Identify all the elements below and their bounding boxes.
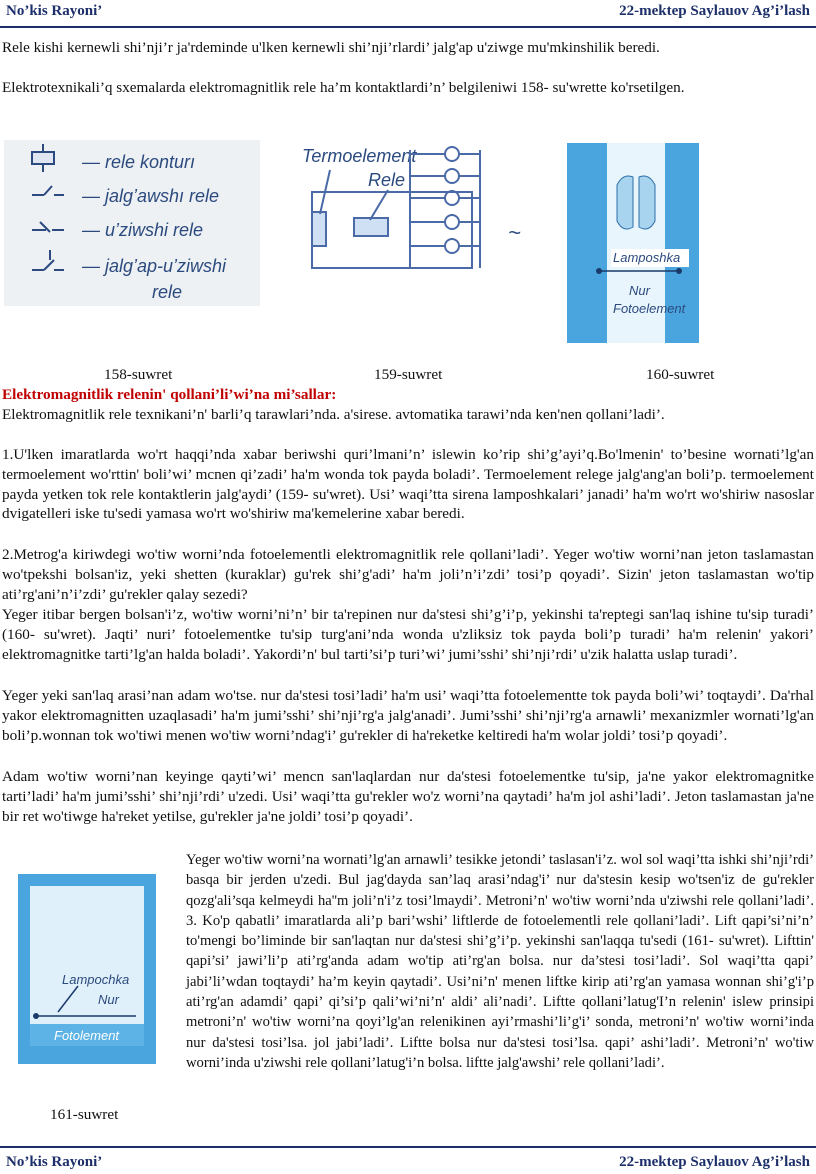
- fig159-label-rele: Rele: [368, 170, 406, 190]
- fig161-label-fotolement: Fotolement: [54, 1028, 120, 1043]
- body-paragraph-4: Yeger itibar bergen bolsan'i’z, wo'tiw worni’ni’n’ bir ta'repinen nur da'stesi shi’g’i’p, yekinshi ta'reptegi san'laq ishine tu'sip turadi’ (160- su'wret). Jaqti’ nuri’ fotoelementke tu'sip turg'ani’nda wonda u'zliksiz tok payda boli’p turadi’ ha'm relenin' yakori’ elektromagnitke tarti’lg'an halda boladi’. Yakordi’n' bul tarti’si’p turi’wi’ jumi’sshi’ shi’nji’rdi’ u'zik halatta uslap turadi’.: [2, 606, 814, 663]
- caption-161: 161-suwret: [50, 1106, 119, 1123]
- fig158-label-3: — u’ziwshi rele: [82, 220, 204, 240]
- caption-158: 158-suwret: [104, 366, 173, 383]
- fig158-label-1: — rele konturı: [82, 152, 196, 172]
- figure-161-lift-door: [18, 874, 156, 1064]
- intro-paragraph-1: Rele kishi kernewli shi’nji’r ja'rdeminde u'lken kernewli shi’nji’rlardi’ jalg'ap u'ziwge mu'mkinshilik beredi.: [2, 39, 660, 56]
- footer-right: 22-mektep Saylauov Ag’i’lash: [619, 1154, 810, 1170]
- fig159-label-ac: ~: [508, 220, 521, 245]
- fig158-label-2: — jalg’awshı rele: [82, 186, 220, 206]
- body-paragraph-3: 2.Metrog'a kiriwdegi wo'tiw worni’nda fotoelementli elektromagnitlik rele qollani’ladi’. Yeger wo'tiw worni’nan jeton taslamastan wo'tpekshi bolsan'iz, yeki shetten (kuraklar) gu'rek shi’g'adi’ ha'm joli’n’i’zdi’ tosi’p qoyadi’. Sizin' jeton taslamastan wo'tip ati’rg'ani’n’i’zdi’ gu'rekler qalay sezedi?: [2, 546, 814, 603]
- body-paragraph-6: Adam wo'tiw worni’nan keyinge qayti’wi’ mencn san'laqlardan nur da'stesi fotoelementke tu'sip, ja'ne yakor elektromagnitke tarti’ladi’ ha'm jumi’sshi’ shi’nji’rdi’ u'zedi. Usi’ waqi’tta gu'rekler wo'z worni’na qaytadi’ ha'm jol ashi’ladi’. Jeton taslamastan ja'ne bir ret wo'tiwge ha'reket yetilse, gu'rekler ja'ne joldi’ tosi’p qoyadi’.: [2, 768, 814, 825]
- footer-left: No’kis Rayoni’: [6, 1154, 103, 1170]
- fig159-label-termoelement: Termoelement: [302, 146, 417, 166]
- body-paragraph-5: Yeger yeki san'laq arasi’nan adam wo'tse. nur da'stesi tosi’ladi’ ha'm usi’ waqi’tta fotoelementte tok payda boli’wi’ toqtaydi’. Da'rhal yakor elektromagnitten uzaqlasadi’ ha'm jumi’sshi’ shi’nji’rg'a jalg'anadi’. Jumi’sshi’ shi’nji’rg'a arnawli’ mexanizmler wornati’lg'an boli’p.wonnan tok wo'tiwi menen wo'tiw worni’ndag'i’ gu'rekler di ha'reketke keltiredi ha'm wolar joldi’ tosi’p qoyadi’.: [2, 687, 814, 744]
- body-paragraph-2: 1.U'lken imaratlarda wo'rt haqqi’nda xabar beriwshi quri’lmani’n’ islewin ko’rip shi’g’ayi’q.Bo'lmenin' to’besine wornati’lg'an termoelement wo'rttin' boli’wi’ mcnen qi’zadi’ ha'm wonda tok payda boladi’. Termoelement relege jalg'ang'an boli’p. termoelement payda yetken tok rele kontaktlerin jalg'aydi’ (159- su'wret). Usi’ waqi’tta sirena lamposhkalari’ janadi’ ha'm wo'rt wo'shiriw nasoslar dvigatelleri iske tu'sedi yamasa wo'rt wo'shiriw ma'kemelerine xabar beredi.: [2, 446, 814, 523]
- fig161-label-lampochka: Lampochka: [62, 972, 130, 987]
- caption-159: 159-suwret: [374, 366, 443, 383]
- page-footer: [0, 1146, 816, 1174]
- page-header: [0, 0, 816, 28]
- intro-paragraph-2: Elektrotexnikali’q sxemalarda elektromagnitlik rele ha’m kontaktlardi’n’ belgileniwi 158- su'wrette ko'rsetilgen.: [2, 79, 685, 96]
- fig158-label-4: — jalg’ap-u’ziwshi: [82, 256, 227, 276]
- header-right: 22-mektep Saylauov Ag’i’lash: [619, 3, 810, 19]
- side-text: Yeger wo'tiw worni’na wornati’lg'an arnawli’ tesikke jetondi’ taslasan'i’z. wol sol waqi’tta ishki shi’nji’rdi’ basqa bir jerden u'zedi. Bul jag'dayda san’laq arasi’ndag'i’ nur da'stesin kesip wo'tsen'iz de gu'rekler qozg'ali’sqa kelmeydi ha''m joli’n'i’z tosi’lmaydi’. Metroni’n' wo'tiw worni’nda u'ziwshi rele qollani’ladi’. 3. Ko'p qabatli’ imaratlarda ali’p bari’wshi’ liftlerde de fotoelementli rele qollani’ladi’. Lift qapi’si’ni’n’ to'mengi bo’liminde bir san'laqtan nur da'stesi shi’g’i’p. yekinshi san'laqqa tu'sedi (161- su'wret). Lifttin' qapi’si’ jawi’li’p ati’rg'anda adam wo'tip ati’rg'an bolsa. nur da’stesi tosi’ladi’. Sol waqi’tta qapi’ jabi’li’wdan toqtaydi’ ha’m keyin qaytadi’. Usi’ni’n' menen liftke kirip ati’rg'an yamasa wonnan shi’g'i’p ati’rg'an adamdi’ qapi’ qi’si’p qali’wi’ni’n' aldi’ ali’nadi’. Liftte qollani’latug'I’n relenin' islew prinsipi metroni’n' wo'tiw worni’na qoyi’lg'an relenikinen ayi’rmashi’li’g'i’ sonda, metroni’n' wo'tiw worni’inda nur da'stesi tosi’lsa. jol jabi’ladi’. Liftte bolsa nur da'stesi tosi’lsa. qapi’ ashi’ladi’. Metroni’n' wo'tiw worni’inda u'ziwshi rele qollani’latug'i’n bolsa. liftte jalg'awshi’ rele qollani’ladi’.: [186, 852, 814, 1071]
- header-left: No’kis Rayoni’: [6, 3, 103, 19]
- caption-160: 160-suwret: [646, 366, 715, 383]
- fig158-label-5: rele: [152, 282, 183, 302]
- body-paragraph-1: Elektromagnitlik rele texnikani’n' barli’q tarawlari’nda. a'sirese. avtomatika tarawi’nda ken'nen qollani’ladi’.: [2, 406, 665, 423]
- fig160-label-fotoelement: Fotoelement: [613, 301, 686, 316]
- fig160-label-lamposhka: Lamposhka: [613, 250, 681, 265]
- figure-160-metro-turnstile: [567, 143, 699, 343]
- section-heading: Elektromagnitlik relenin' qollani’li’wi’na mi’sallar:: [2, 386, 337, 403]
- figure-159-thermoelement-circuit: [290, 140, 540, 272]
- figure-158-relay-symbols: [4, 140, 260, 306]
- fig161-label-nur: Nur: [98, 992, 119, 1007]
- fig160-label-nur: Nur: [629, 283, 650, 298]
